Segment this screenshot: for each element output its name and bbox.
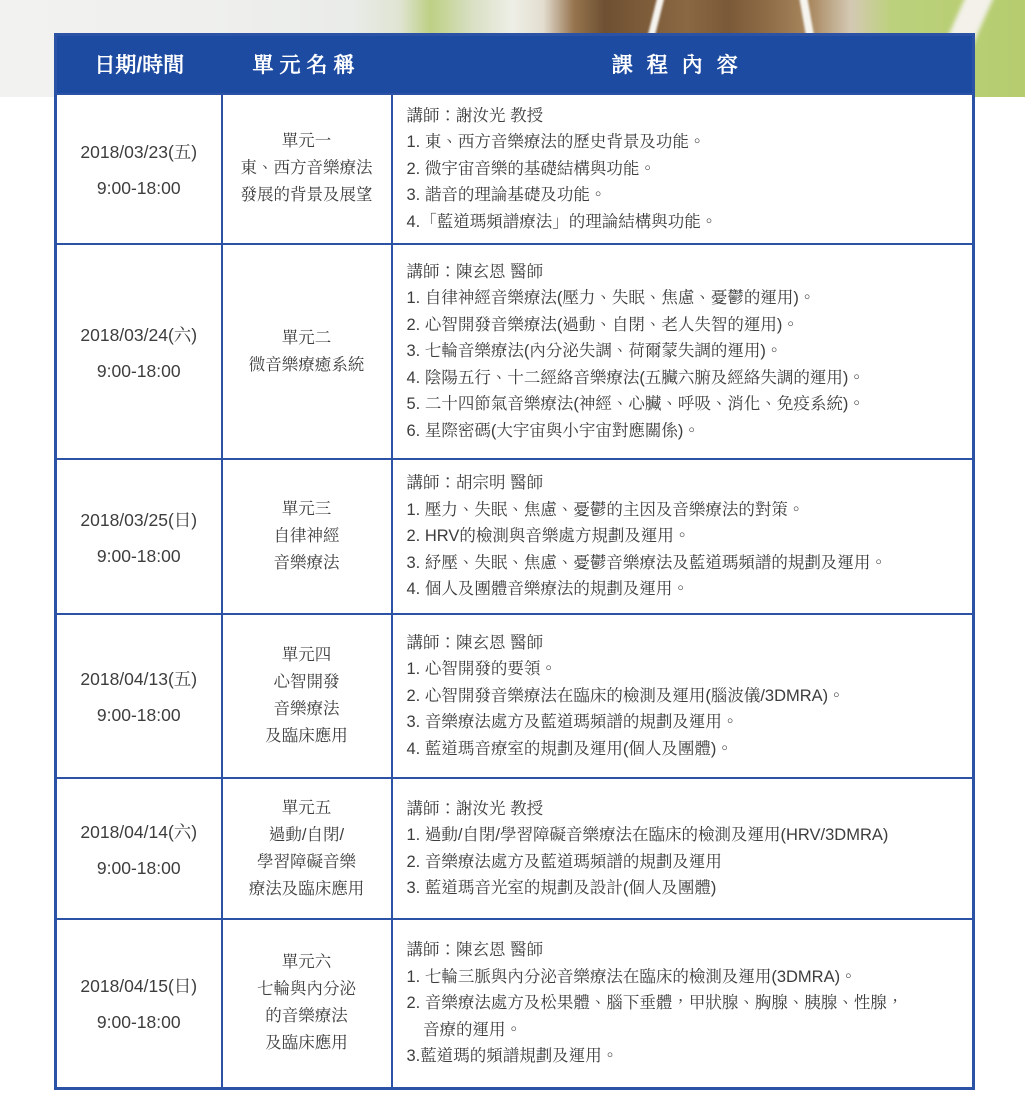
unit-line: 療法及臨床應用: [248, 879, 365, 898]
unit-line: 單元四: [281, 646, 332, 664]
unit-line: 的音樂療法: [265, 1007, 348, 1026]
content-line: 1. 心智開發的要領。: [406, 660, 557, 679]
table-row: [56, 919, 974, 1088]
header-date-time: 日期/時間: [56, 35, 222, 94]
unit-line: 音樂療法: [273, 554, 340, 572]
unit-line: 單元二: [281, 328, 332, 347]
content-line: 講師：胡宗明 醫師: [406, 474, 544, 493]
content-line: 5. 二十四節氣音樂療法(神經、心臟、呼吸、消化、免疫系統)。: [406, 395, 865, 414]
unit-line: 學習障礙音樂: [257, 852, 356, 871]
content-line: 4. 個人及團體音樂療法的規劃及運用。: [406, 580, 689, 599]
content-cell: [392, 614, 974, 778]
unit-cell: [222, 614, 392, 778]
date-cell: [56, 778, 222, 919]
table-row: [56, 459, 974, 614]
unit-cell: [222, 778, 392, 919]
content-line: 3. 諧音的理論基礎及功能。: [406, 186, 607, 204]
content-line: 3. 紓壓、失眠、焦慮、憂鬱音樂療法及藍道瑪頻譜的規劃及運用。: [406, 553, 887, 572]
unit-line: 單元六: [281, 953, 332, 972]
date-cell: [56, 614, 222, 778]
content-line: 2. 微宇宙音樂的基礎結構與功能。: [406, 159, 656, 178]
unit-line: 東、西方音樂療法: [240, 159, 373, 178]
date-text: 2018/04/13(五): [80, 669, 198, 689]
content-line: 4. 陰陽五行、十二經絡音樂療法(五臟六腑及經絡失調的運用)。: [406, 368, 865, 387]
content-line: 6. 星際密碼(大宇宙與小宇宙對應關係)。: [406, 421, 700, 440]
unit-line: 七輪與內分泌: [257, 980, 356, 999]
content-line: 2. 心智開發音樂療法(過動、自閉、老人失智的運用)。: [406, 315, 799, 334]
date-text: 2018/03/25(日): [80, 509, 198, 530]
header-course-content: 課程內容: [392, 35, 974, 94]
header-row: [56, 35, 974, 94]
content-cell: [392, 94, 974, 245]
course-schedule-table: [54, 33, 975, 1090]
content-line: 3. 七輪音樂療法(內分泌失調、荷爾蒙失調的運用)。: [406, 342, 783, 361]
date-text: 2018/03/23(五): [80, 141, 198, 162]
table-row: [56, 778, 974, 919]
date-cell: [56, 244, 222, 459]
time-text: 9:00-18:00: [96, 360, 181, 381]
content-line: 3. 音樂療法處方及藍道瑪頻譜的規劃及運用。: [406, 713, 739, 732]
time-text: 9:00-18:00: [96, 545, 181, 566]
content-line: 講師：陳玄恩 醫師: [406, 262, 544, 281]
content-cell: [392, 919, 974, 1088]
content-line: 講師：謝汝光 教授: [406, 799, 544, 818]
unit-cell: [222, 244, 392, 459]
content-line: 4.「藍道瑪頻譜療法」的理論結構與功能。: [406, 212, 718, 231]
content-line: 2. 心智開發音樂療法在臨床的檢測及運用(腦波儀/3DMRA)。: [406, 686, 845, 705]
content-line: 講師：謝汝光 教授: [406, 106, 544, 125]
content-line: 2. 音樂療法處方及松果體、腦下垂體，甲狀腺、胸腺、胰腺、性腺，: [406, 994, 904, 1012]
table-header: [56, 35, 974, 94]
content-line: 1. 東、西方音樂療法的歷史背景及功能。: [406, 133, 706, 151]
date-cell: [56, 459, 222, 614]
date-text: 2018/04/14(六): [80, 821, 198, 842]
unit-line: 音樂療法: [273, 700, 340, 718]
date-text: 2018/04/15(日): [80, 976, 198, 997]
content-line: 講師：陳玄恩 醫師: [406, 941, 544, 959]
unit-line: 及臨床應用: [265, 1034, 348, 1053]
content-line: 2. HRV的檢測與音樂處方規劃及運用。: [406, 527, 691, 546]
date-cell: [56, 919, 222, 1088]
header-unit-name: 單元名稱: [222, 35, 392, 94]
unit-line: 發展的背景及展望: [240, 186, 373, 205]
content-cell: [392, 459, 974, 614]
content-line: 1. 壓力、失眠、焦慮、憂鬱的主因及音樂療法的對策。: [406, 500, 805, 519]
content-cell: [392, 778, 974, 919]
course-schedule-table-wrap: [54, 33, 972, 1090]
content-line: 1. 七輪三脈與內分泌音樂療法在臨床的檢測及運用(3DMRA)。: [406, 967, 857, 986]
time-text: 9:00-18:00: [96, 1012, 181, 1033]
unit-line: 過動/自閉/: [268, 825, 345, 844]
content-line: 2. 音樂療法處方及藍道瑪頻譜的規劃及運用: [406, 852, 722, 871]
unit-line: 微音樂療癒系統: [248, 355, 365, 374]
time-text: 9:00-18:00: [96, 857, 181, 878]
unit-line: 及臨床應用: [265, 727, 348, 745]
unit-cell: [222, 459, 392, 614]
unit-line: 單元三: [281, 500, 332, 518]
unit-line: 單元一: [281, 132, 332, 151]
content-line: 3.藍道瑪的頻譜規劃及運用。: [406, 1047, 619, 1065]
unit-cell: [222, 919, 392, 1088]
time-text: 9:00-18:00: [96, 177, 181, 198]
unit-line: 心智開發: [273, 673, 340, 691]
content-line: 音療的運用。: [406, 1020, 522, 1039]
date-cell: [56, 94, 222, 245]
unit-cell: [222, 94, 392, 245]
unit-line: 自律神經: [273, 527, 340, 545]
content-line: 3. 藍道瑪音光室的規劃及設計(個人及團體): [406, 879, 717, 897]
course-table-body: [56, 94, 974, 1089]
content-line: 1. 過動/自閉/學習障礙音樂療法在臨床的檢測及運用(HRV/3DMRA): [406, 826, 889, 844]
time-text: 9:00-18:00: [96, 705, 181, 725]
date-text: 2018/03/24(六): [80, 324, 198, 345]
unit-line: 單元五: [281, 798, 332, 817]
table-row: [56, 94, 974, 245]
content-line: 講師：陳玄恩 醫師: [406, 633, 544, 652]
table-row: [56, 244, 974, 459]
content-line: 4. 藍道瑪音療室的規劃及運用(個人及團體)。: [406, 739, 733, 758]
content-line: 1. 自律神經音樂療法(壓力、失眠、焦慮、憂鬱的運用)。: [406, 289, 816, 308]
table-row: [56, 614, 974, 778]
content-cell: [392, 244, 974, 459]
